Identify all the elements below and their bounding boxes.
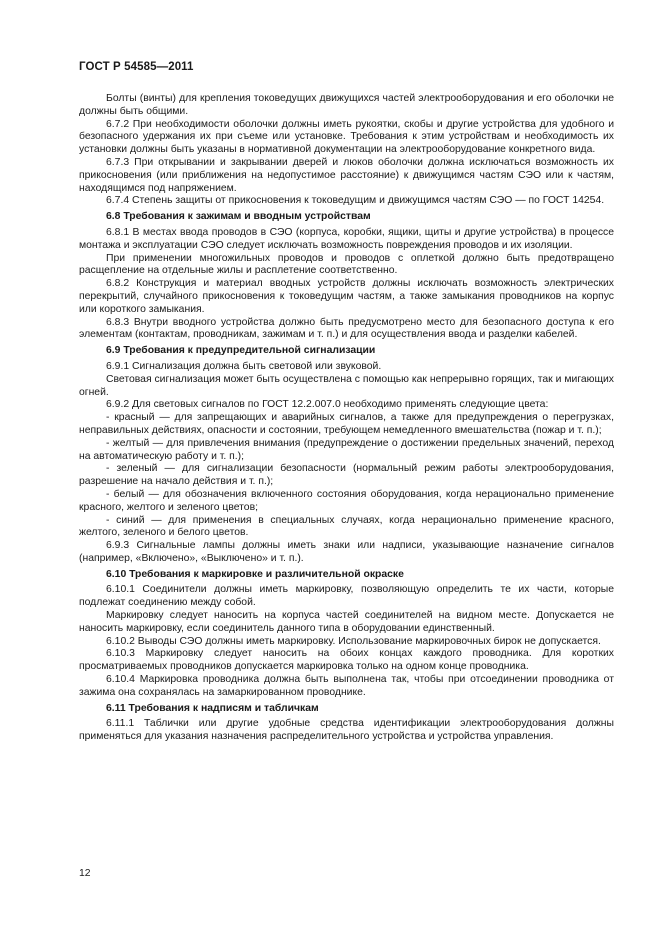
paragraph: Световая сигнализация может быть осуществлена с помощью как непрерывно горящих, так и мигающих огней.	[79, 373, 614, 398]
list-item: - синий — для применения в специальных случаях, когда нерационально применение красного, желтого, зеленого и белого цветов.	[79, 514, 614, 539]
paragraph: 6.7.3 При открывании и закрывании дверей и люков оболочки должна исключаться возможность их прикосновения (или приближения на недопустимое расстояние) к движущимся частям СЭО или к частям, находящимся под напряжением.	[79, 156, 614, 194]
document-header: ГОСТ Р 54585—2011	[79, 61, 194, 73]
page-number: 12	[79, 868, 91, 879]
section-heading: 6.9 Требования к предупредительной сигнализации	[106, 345, 376, 357]
paragraph: Болты (винты) для крепления токоведущих движущихся частей электрооборудования и его оболочки не должны быть общими.	[79, 93, 614, 117]
paragraph: Маркировку следует наносить на корпуса частей соединителей на видном месте. Допускается не наносить маркировку, если соединитель данного типа в оборудовании единственный.	[79, 610, 614, 634]
paragraph: 6.8.3 Внутри вводного устройства должно быть предусмотрено место для безопасного доступа к его элементам (контактам, проводникам, зажимам и т. п.) и для осуществления ввода и разделки кабелей.	[79, 316, 614, 341]
paragraph: При применении многожильных проводов и проводов с оплеткой должно быть предотвращено расщепление на отдельные жилы и расплетение соответственно.	[79, 252, 614, 277]
paragraph: 6.10.4 Маркировка проводника должна быть выполнена так, чтобы при отсоединении проводника от зажима она сохранялась на замаркированном проводнике.	[79, 674, 614, 698]
paragraph: 6.9.1 Сигнализация должна быть световой или звуковой.	[106, 360, 382, 372]
paragraph: 6.8.1 В местах ввода проводов в СЭО (корпуса, коробки, ящики, щиты и другие устройства) в процессе монтажа и эксплуатации СЭО следует исключать возможность повреждения проводов и их изоляции.	[79, 226, 614, 251]
section-heading: 6.11 Требования к надписям и табличкам	[106, 702, 319, 714]
paragraph: 6.10.1 Соединители должны иметь маркировку, позволяющую определить те их части, которые подлежат соединению между собой.	[79, 584, 614, 609]
list-item: - зеленый — для сигнализации безопасности (нормальный режим работы электрооборудования, разрешение на начало действия и т. п.);	[79, 463, 614, 488]
section-heading: 6.10 Требования к маркировке и различительной окраске	[106, 568, 404, 580]
paragraph: 6.10.2 Выводы СЭО должны иметь маркировку. Использование маркировочных бирок не допускается.	[106, 635, 601, 647]
paragraph: 6.9.2 Для световых сигналов по ГОСТ 12.2.007.0 необходимо применять следующие цвета:	[106, 399, 549, 411]
list-item: - желтый — для привлечения внимания (предупреждение о достижении предельных значений, переход на автоматическую работу и т. п.);	[79, 437, 614, 462]
document-body	[79, 93, 614, 744]
paragraph: 6.10.3 Маркировку следует наносить на обоих концах каждого проводника. Для коротких просматриваемых проводников допускается маркировка только на одном конце проводника.	[79, 648, 614, 673]
paragraph: 6.9.3 Сигнальные лампы должны иметь знаки или надписи, указывающие назначение сигналов (например, «Включено», «Выключено» и т. п.).	[79, 540, 614, 564]
paragraph: 6.8.2 Конструкция и материал вводных устройств должны исключать возможность электрических перекрытий, случайного прикосновения к токоведущим частям, а также замыкания проводников на корпус или короткого замыкания.	[79, 278, 614, 315]
list-item: - красный — для запрещающих и аварийных сигналов, а также для предупреждения о перегрузках, неправильных действиях, опасности и состоянии, требующем немедленного вмешательства (пожар и т. п.);	[79, 412, 614, 436]
paragraph: 6.7.4 Степень защиты от прикосновения к токоведущим и движущимся частям СЭО — по ГОСТ 14254.	[106, 195, 605, 207]
paragraph: 6.11.1 Таблички или другие удобные средства идентификации электрооборудования должны применяться для указания назначения распределительного устройства и устройства управления.	[79, 718, 614, 743]
section-heading: 6.8 Требования к зажимам и вводным устройствам	[106, 211, 371, 223]
list-item: - белый — для обозначения включенного состояния оборудования, когда нерационально применение красного, желтого и зеленого цветов;	[79, 488, 614, 513]
paragraph: 6.7.2 При необходимости оболочки должны иметь рукоятки, скобы и другие устройства для удобного и безопасного удержания их при съеме или установке. Требования к этим устройствам и необходимость их установки должны быть указаны в нормативной документации на электрооборудование конкретного вида.	[79, 118, 614, 156]
